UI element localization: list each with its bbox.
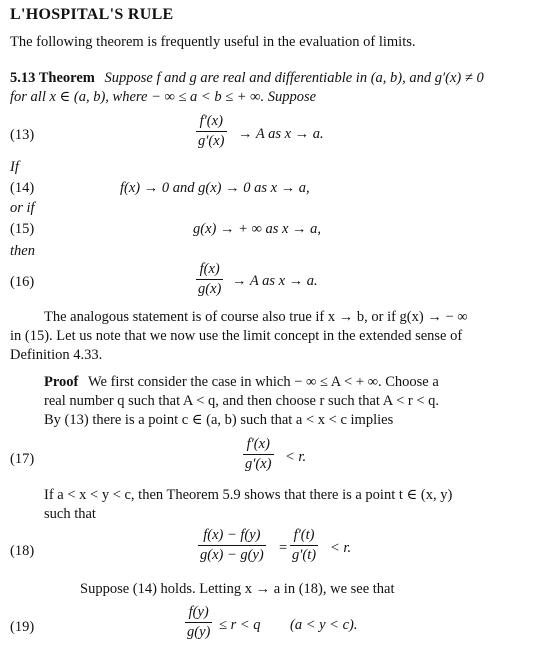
equation-17-tail: < r.	[285, 449, 307, 465]
equation-16-numerator: f(x)	[196, 262, 223, 280]
equation-18-right-fraction	[290, 528, 318, 564]
equation-13-numerator: f′(x)	[196, 114, 227, 132]
theorem59-line-2: such that	[44, 506, 96, 522]
equation-18-right-denominator: g′(t)	[292, 546, 317, 563]
equation-18-right-numerator: f′(t)	[290, 528, 318, 546]
equation-18-number: (18)	[10, 543, 35, 559]
equation-13-number: (13)	[10, 127, 35, 143]
equation-14: f(x) → 0 and g(x) → 0 as x → a,	[120, 180, 310, 196]
analogous-line-2: in (15). Let us note that we now use the limit concept in the extended sense of	[10, 328, 463, 344]
theorem-label: 5.13 Theorem	[10, 70, 95, 86]
proof-label: Proof	[44, 374, 79, 390]
equation-18-left-numerator: f(x) − f(y)	[198, 528, 266, 546]
proof-line-3: By (13) there is a point c ∈ (a, b) such that a < x < c implies	[44, 412, 394, 428]
equation-15: g(x) → + ∞ as x → a,	[193, 221, 322, 237]
equation-13-tail: → A as x → a.	[238, 126, 324, 142]
equation-19-condition: (a < y < c).	[290, 617, 358, 633]
equation-15-number: (15)	[10, 221, 35, 237]
equation-17-fraction	[243, 437, 274, 473]
equation-18-equals: =	[279, 540, 288, 556]
equation-17-denominator: g′(x)	[245, 455, 272, 472]
word-then: then	[10, 243, 35, 259]
equation-19-fraction	[185, 605, 212, 641]
equation-18-tail: < r.	[330, 540, 352, 556]
section-title: L'HOSPITAL'S RULE	[10, 6, 174, 23]
equation-19-number: (19)	[10, 619, 35, 635]
theorem-line-1	[10, 70, 484, 87]
equation-16-tail: → A as x → a.	[232, 273, 318, 289]
word-if: If	[10, 159, 19, 175]
equation-13-denominator: g′(x)	[198, 132, 225, 149]
equation-19-numerator: f(y)	[185, 605, 212, 623]
equation-13-fraction	[196, 114, 227, 150]
equation-16-fraction	[196, 262, 223, 298]
proof-line-2: real number q such that A < q, and then choose r such that A < r < q.	[44, 393, 440, 409]
theorem-text-1: Suppose f and g are real and differentiable in (a, b), and g′(x) ≠ 0	[104, 70, 484, 86]
equation-19-tail: ≤ r < q	[219, 617, 261, 633]
equation-16-denominator: g(x)	[198, 280, 222, 297]
equation-18-left-denominator: g(x) − g(y)	[200, 546, 264, 563]
word-or-if: or if	[10, 200, 35, 216]
analogous-line-1: The analogous statement is of course also true if x → b, or if g(x) → − ∞	[44, 309, 468, 325]
equation-18-left-fraction	[198, 528, 266, 564]
proof-line-1	[44, 374, 439, 391]
theorem59-line-1: If a < x < y < c, then Theorem 5.9 shows that there is a point t ∈ (x, y)	[44, 487, 453, 503]
equation-14-number: (14)	[10, 180, 35, 196]
analogous-line-3: Definition 4.33.	[10, 347, 103, 363]
theorem-line-2: for all x ∈ (a, b), where − ∞ ≤ a < b ≤ + ∞. Suppose	[10, 89, 317, 105]
proof-text-1: We first consider the case in which − ∞ ≤ A < + ∞. Choose a	[88, 374, 439, 390]
equation-17-numerator: f′(x)	[243, 437, 274, 455]
equation-17-number: (17)	[10, 451, 35, 467]
equation-16-number: (16)	[10, 274, 35, 290]
suppose-line: Suppose (14) holds. Letting x → a in (18), we see that	[80, 581, 395, 597]
equation-19-denominator: g(y)	[187, 623, 211, 640]
intro-text: The following theorem is frequently useful in the evaluation of limits.	[10, 34, 416, 50]
